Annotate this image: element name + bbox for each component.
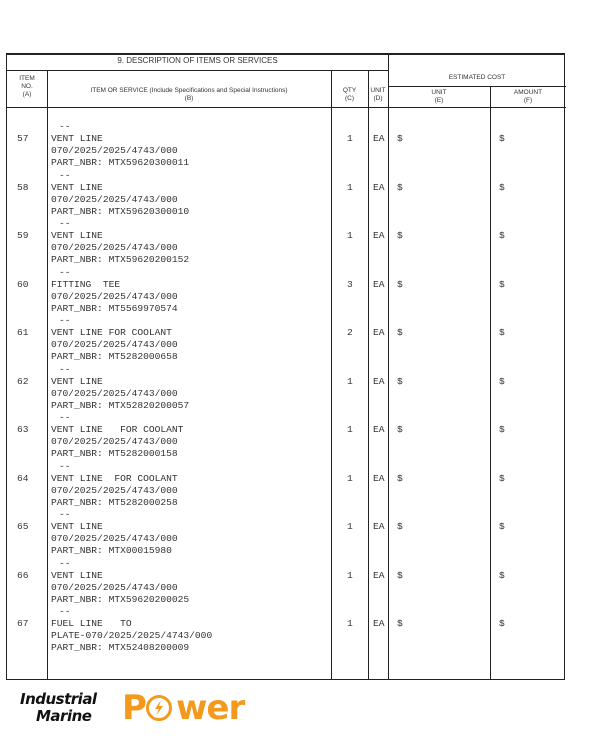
item-description (51, 267, 178, 315)
description-line: FITTING TEE (51, 278, 121, 290)
item-number: 60 (17, 278, 29, 290)
description-line: -- (59, 557, 71, 569)
item-no-header: ITEM NO. (A) (19, 75, 35, 98)
description-line: VENT LINE (51, 521, 103, 532)
item-unit: EA (373, 618, 385, 629)
description-line: -- (59, 363, 71, 375)
unit-cost-header: UNIT (E) (431, 89, 447, 104)
description-line: VENT LINE (51, 375, 103, 387)
item-qty: 1 (347, 181, 353, 193)
description-line: 070/2025/2025/4743/000 (51, 242, 178, 253)
description-line: VENT LINE (51, 181, 103, 193)
description-line: PART_NBR: MTX59620300011 (51, 157, 190, 168)
item-unit: EA (373, 424, 385, 435)
item-amount: $ (499, 230, 505, 241)
item-amount: $ (499, 133, 505, 144)
item-unit: EA (373, 278, 385, 290)
item-amount: $ (499, 278, 505, 290)
item-number: 58 (17, 181, 29, 193)
company-logo (20, 688, 245, 730)
description-line: PART_NBR: MTX59620200025 (51, 593, 190, 605)
description-line: VENT LINE (51, 569, 103, 581)
description-line: -- (59, 121, 71, 132)
item-unit: EA (373, 181, 385, 193)
logo-line-2: Marine (36, 707, 92, 725)
item-unit-cost: $ (397, 327, 403, 338)
description-line: VENT LINE FOR COOLANT (51, 327, 172, 338)
description-line: 070/2025/2025/4743/000 (51, 193, 178, 205)
item-amount: $ (499, 521, 505, 532)
item-qty: 1 (347, 424, 353, 435)
item-number: 67 (17, 618, 29, 629)
item-qty: 1 (347, 521, 353, 532)
item-amount: $ (499, 327, 505, 338)
item-description (51, 364, 189, 412)
item-description (51, 218, 189, 266)
item-number: 65 (17, 521, 29, 532)
amount-header: AMOUNT (F) (513, 89, 543, 104)
description-line: PART_NBR: MTX59620200152 (51, 254, 190, 265)
description-line: 070/2025/2025/4743/000 (51, 290, 178, 302)
item-qty: 3 (347, 278, 353, 290)
item-unit: EA (373, 327, 385, 338)
item-number: 64 (17, 472, 29, 484)
item-service-header: ITEM OR SERVICE (Include Specifications and Special Instructions) (B) (90, 87, 288, 102)
item-unit-cost: $ (397, 618, 403, 629)
item-amount: $ (499, 618, 505, 629)
logo-line-1: Industrial (20, 690, 97, 708)
item-description (51, 461, 178, 509)
item-description (51, 412, 183, 460)
item-number: 57 (17, 133, 29, 144)
item-unit-cost: $ (397, 472, 403, 484)
description-line: 070/2025/2025/4743/000 (51, 387, 178, 399)
description-line: -- (59, 412, 71, 423)
item-amount: $ (499, 424, 505, 435)
item-description (51, 606, 212, 654)
description-line: VENT LINE (51, 230, 103, 241)
item-qty: 1 (347, 569, 353, 581)
description-line: -- (59, 266, 71, 278)
item-unit-cost: $ (397, 569, 403, 581)
estimated-cost-header: ESTIMATED COST (448, 74, 506, 81)
logo-word-start: P (122, 688, 146, 728)
item-description (51, 170, 189, 218)
description-line: -- (59, 169, 71, 181)
description-line: PART_NBR: MTX52408200009 (51, 642, 190, 653)
rule-service (331, 71, 332, 679)
description-line: 070/2025/2025/4743/000 (51, 533, 178, 544)
description-line: PART_NBR: MT5569970574 (51, 302, 178, 314)
description-line: 070/2025/2025/4743/000 (51, 145, 178, 156)
item-qty: 1 (347, 375, 353, 387)
item-amount: $ (499, 569, 505, 581)
item-unit: EA (373, 472, 385, 484)
section-title: 9. DESCRIPTION OF ITEMS OR SERVICES (117, 56, 278, 65)
items-form (6, 53, 565, 680)
description-line: -- (59, 606, 71, 617)
item-qty: 2 (347, 327, 353, 338)
unit-header: UNIT (D) (370, 87, 386, 102)
logo-word-end: wer (176, 688, 245, 728)
rule-unit-cost (490, 86, 491, 679)
item-qty: 1 (347, 618, 353, 629)
item-number: 63 (17, 424, 29, 435)
item-amount: $ (499, 375, 505, 387)
item-qty: 1 (347, 230, 353, 241)
item-unit-cost: $ (397, 375, 403, 387)
item-unit-cost: $ (397, 424, 403, 435)
description-line: PART_NBR: MTX59620300010 (51, 205, 190, 217)
description-line: -- (59, 460, 71, 472)
description-line: -- (59, 509, 71, 520)
rule-item-no (47, 71, 48, 679)
description-line: PART_NBR: MT5282000158 (51, 448, 178, 459)
description-line: 070/2025/2025/4743/000 (51, 339, 178, 350)
description-line: PART_NBR: MTX00015980 (51, 545, 172, 556)
description-line: PART_NBR: MT5282000258 (51, 496, 178, 508)
item-unit-cost: $ (397, 521, 403, 532)
item-unit: EA (373, 521, 385, 532)
item-unit-cost: $ (397, 230, 403, 241)
item-description (51, 509, 178, 557)
item-amount: $ (499, 181, 505, 193)
description-line: PART_NBR: MTX52820200057 (51, 399, 190, 411)
item-unit-cost: $ (397, 278, 403, 290)
rule-qty (368, 71, 369, 679)
description-line: -- (59, 218, 71, 229)
item-amount: $ (499, 472, 505, 484)
item-unit-cost: $ (397, 181, 403, 193)
item-unit: EA (373, 133, 385, 144)
item-qty: 1 (347, 472, 353, 484)
item-description (51, 121, 189, 169)
item-qty: 1 (347, 133, 353, 144)
item-number: 59 (17, 230, 29, 241)
item-description (51, 315, 178, 363)
description-line: 070/2025/2025/4743/000 (51, 581, 178, 593)
rule-under-estimated (388, 86, 566, 87)
item-unit: EA (373, 569, 385, 581)
description-line: PLATE-070/2025/2025/4743/000 (51, 630, 213, 641)
description-line: 070/2025/2025/4743/000 (51, 484, 178, 496)
rule-header-bottom (7, 107, 566, 108)
item-number: 62 (17, 375, 29, 387)
description-line: VENT LINE FOR COOLANT (51, 472, 178, 484)
rule-under-title (7, 70, 388, 71)
description-line: VENT LINE (51, 133, 103, 144)
description-line: -- (59, 315, 71, 326)
item-number: 61 (17, 327, 29, 338)
rule-unit (388, 53, 389, 679)
item-unit: EA (373, 375, 385, 387)
qty-header: QTY (C) (342, 87, 357, 102)
description-line: 070/2025/2025/4743/000 (51, 436, 178, 447)
lightning-bolt-icon (146, 695, 172, 721)
description-line: FUEL LINE TO (51, 618, 132, 629)
item-description (51, 558, 189, 606)
item-unit: EA (373, 230, 385, 241)
description-line: PART_NBR: MT5282000658 (51, 351, 178, 362)
item-unit-cost: $ (397, 133, 403, 144)
item-number: 66 (17, 569, 29, 581)
description-line: VENT LINE FOR COOLANT (51, 424, 184, 435)
